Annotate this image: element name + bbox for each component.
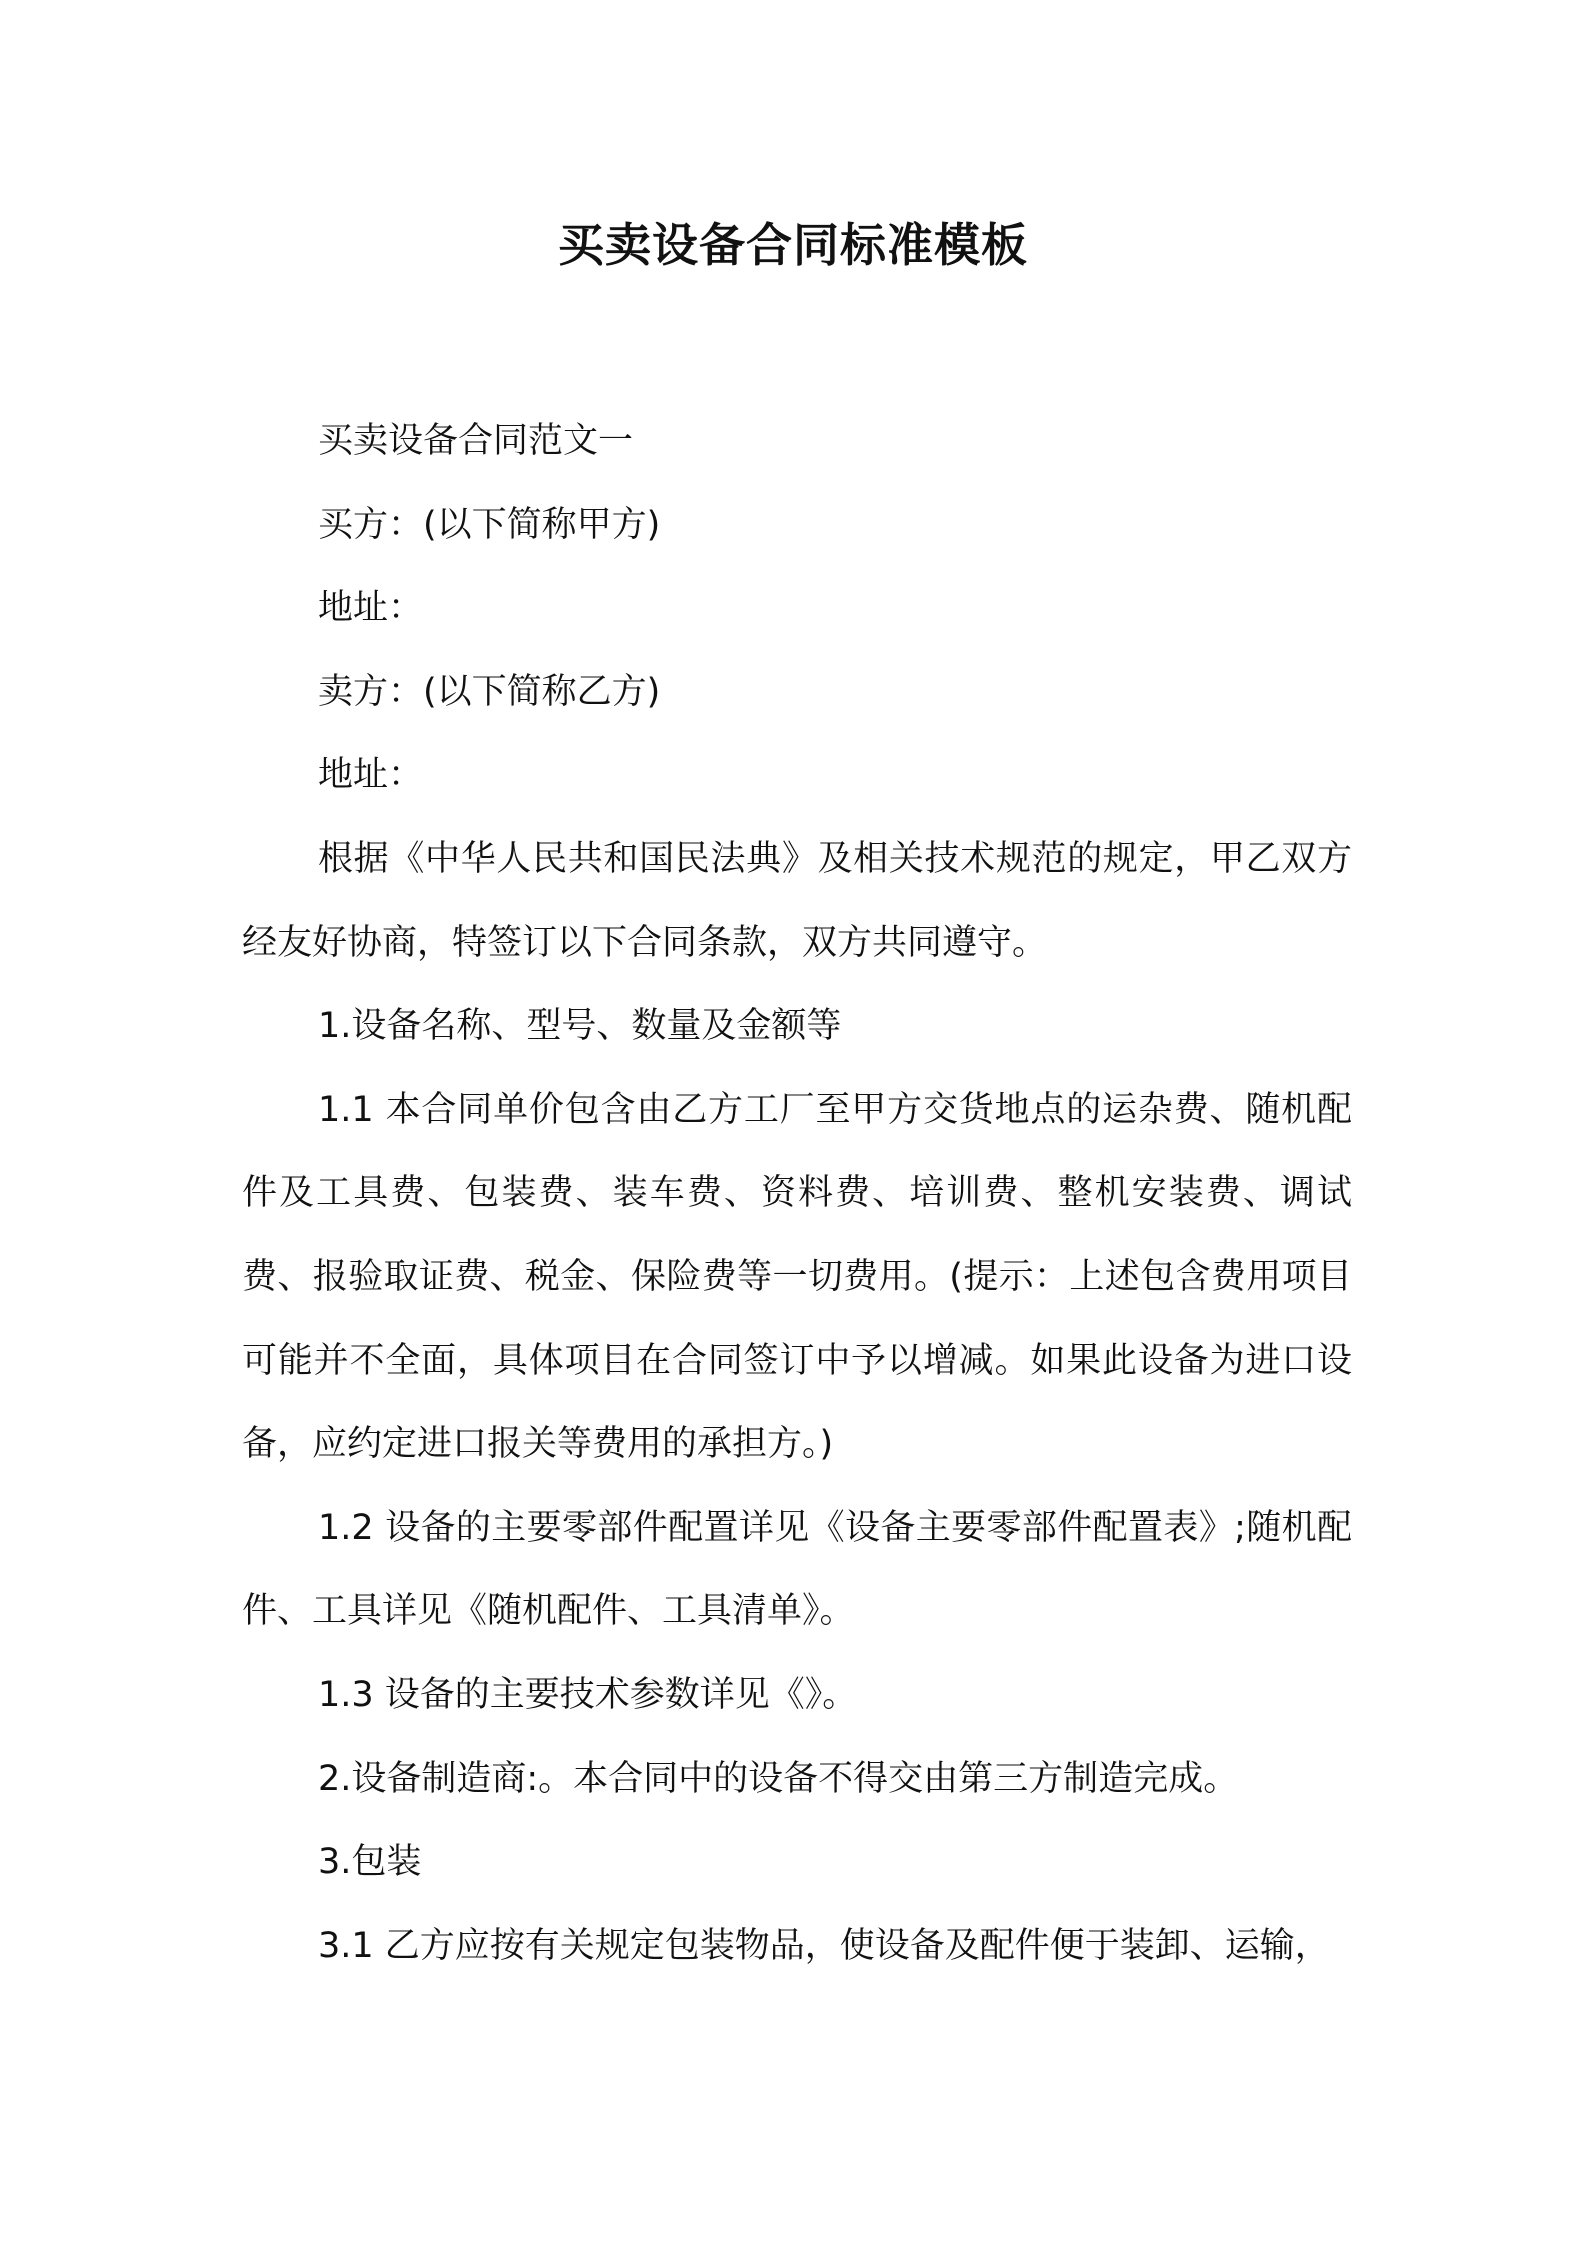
- document-body: [242, 400, 1352, 1988]
- paragraph: 1.1 本合同单价包含由乙方工厂至甲方交货地点的运杂费、随机配件及工具费、包装费、装车费、资料费、培训费、整机安装费、调试费、报验取证费、税金、保险费等一切费用。(提示：上述包含费用项目可能并不全面，具体项目在合同签订中予以增减。如果此设备为进口设备，应约定进口报关等费用的承担方。): [242, 1089, 1352, 1465]
- paragraph: 买卖设备合同范文一: [318, 421, 634, 461]
- paragraph: 1.设备名称、型号、数量及金额等: [318, 1006, 842, 1047]
- paragraph: 买方：(以下简称甲方): [318, 504, 661, 545]
- paragraph: 1.2 设备的主要零部件配置详见《设备主要零部件配置表》;随机配件、工具详见《随机配件、工具清单》。: [242, 1507, 1352, 1632]
- paragraph: 地址：: [318, 755, 424, 796]
- paragraph: 2.设备制造商:。本合同中的设备不得交由第三方制造完成。: [318, 1758, 1239, 1799]
- paragraph: 卖方：(以下简称乙方): [318, 671, 661, 712]
- paragraph: 根据《中华人民共和国民法典》及相关技术规范的规定，甲乙双方经友好协商，特签订以下合同条款，双方共同遵守。: [242, 838, 1352, 963]
- paragraph: 3.1 乙方应按有关规定包装物品，使设备及配件便于装卸、运输，: [318, 1925, 1330, 1966]
- paragraph: 地址：: [318, 588, 424, 629]
- document-title: 买卖设备合同标准模板: [558, 218, 1028, 272]
- paragraph: 3.包装: [318, 1842, 422, 1883]
- paragraph: 1.3 设备的主要技术参数详见《》。: [318, 1674, 858, 1715]
